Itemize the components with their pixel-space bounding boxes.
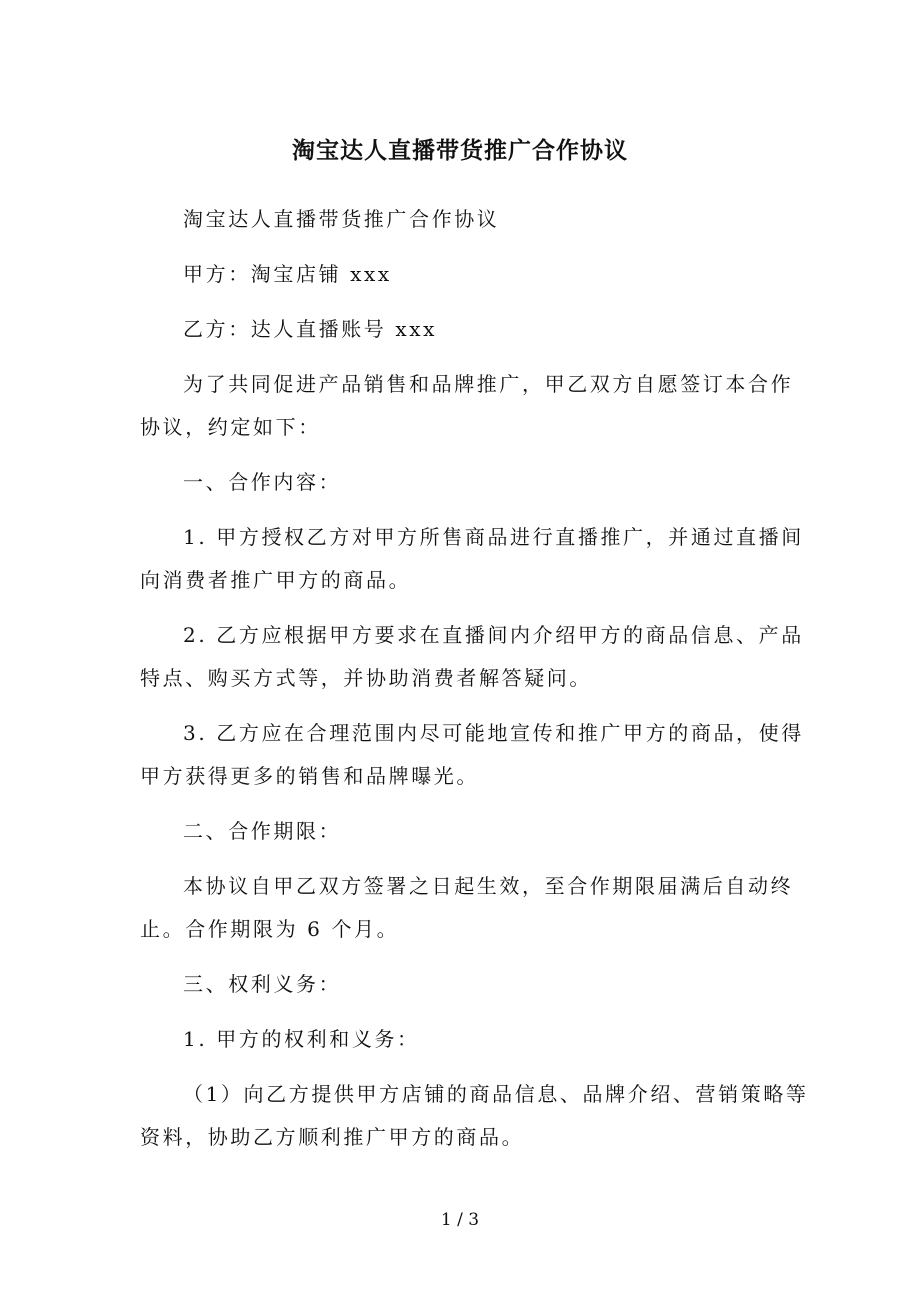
paragraph-line: 乙方：达人直播账号 xxx xyxy=(183,317,437,341)
paragraph-line: 资料，协助乙方顺利推广甲方的商品。 xyxy=(140,1125,525,1149)
paragraph-line: 淘宝达人直播带货推广合作协议 xyxy=(183,207,500,231)
paragraph-line: 3. 乙方应在合理范围内尽可能地宣传和推广甲方的商品，使得 xyxy=(183,721,804,745)
paragraph-line: 协议，约定如下： xyxy=(140,415,321,439)
paragraph-line: 本协议自甲乙双方签署之日起生效，至合作期限届满后自动终 xyxy=(183,874,794,898)
paragraph-line: 特点、购买方式等，并协助消费者解答疑问。 xyxy=(140,666,592,690)
paragraph-line: 为了共同促进产品销售和品牌推广，甲乙双方自愿签订本合作 xyxy=(183,372,794,396)
paragraph xyxy=(140,363,794,449)
paragraph-line: （1）向乙方提供甲方店铺的商品信息、品牌介绍、营销策略等 xyxy=(183,1082,809,1106)
paragraph xyxy=(140,461,780,504)
paragraph xyxy=(140,1073,809,1159)
paragraph-line: 二、合作期限： xyxy=(183,819,342,843)
paragraph xyxy=(140,198,780,241)
paragraph-line: 向消费者推广甲方的商品。 xyxy=(140,568,412,592)
paragraph xyxy=(140,712,804,798)
document-title: 淘宝达人直播带货推广合作协议 xyxy=(292,137,628,164)
paragraph-line: 止。合作期限为 6 个月。 xyxy=(140,917,400,941)
paragraph xyxy=(140,810,780,853)
paragraph-line: 2. 乙方应根据甲方要求在直播间内介绍甲方的商品信息、产品 xyxy=(183,623,804,647)
paragraph-line: 1. 甲方的权利和义务： xyxy=(183,1027,420,1051)
paragraph-line: 甲方获得更多的销售和品牌曝光。 xyxy=(140,764,479,788)
paragraph xyxy=(140,614,804,700)
paragraph xyxy=(140,865,794,951)
paragraph xyxy=(140,1018,780,1061)
paragraph xyxy=(140,963,780,1006)
page-number: 1 / 3 xyxy=(440,1210,480,1230)
paragraph xyxy=(140,308,780,351)
paragraph-line: 一、合作内容： xyxy=(183,470,342,494)
paragraph-line: 甲方：淘宝店铺 xxx xyxy=(183,262,392,286)
paragraph xyxy=(140,516,804,602)
paragraph-line: 三、权利义务： xyxy=(183,972,342,996)
paragraph-line: 1. 甲方授权乙方对甲方所售商品进行直播推广，并通过直播间 xyxy=(183,525,804,549)
document-body xyxy=(140,198,809,1171)
paragraph xyxy=(140,253,780,296)
